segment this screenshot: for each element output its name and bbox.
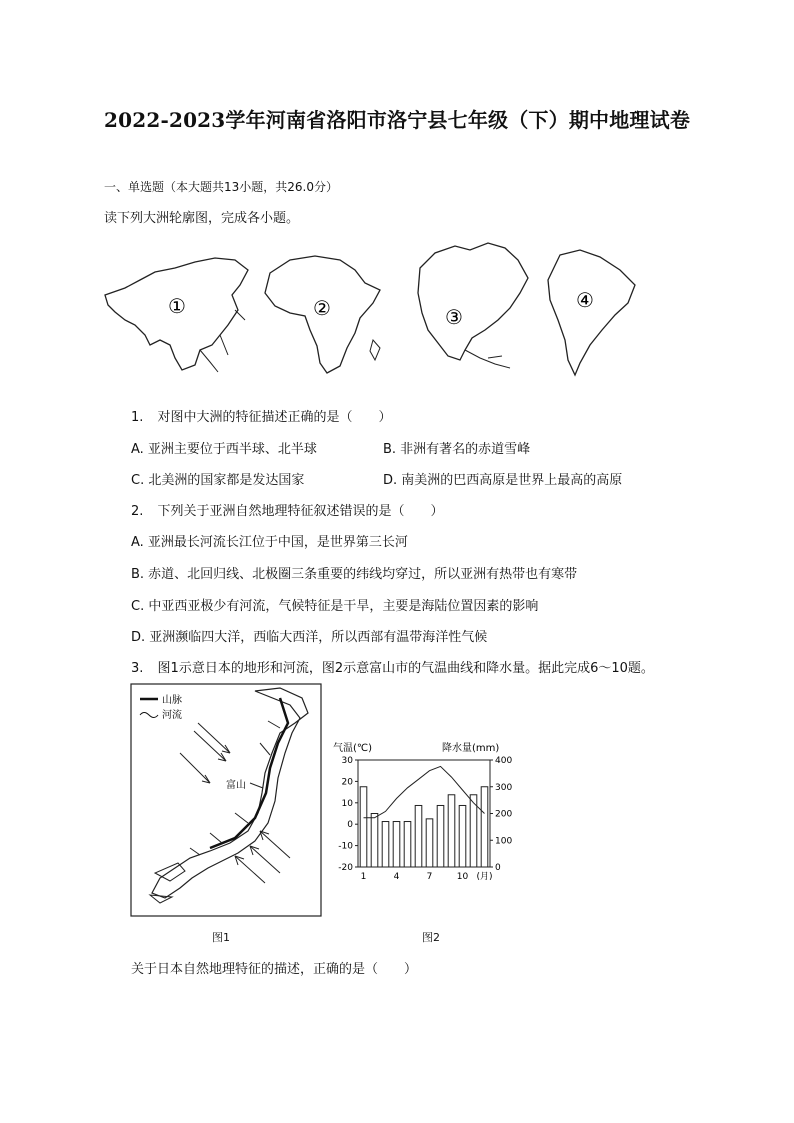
x-tick-label: 10 — [456, 872, 469, 882]
question-1-number: 1. — [131, 410, 144, 425]
question-2 — [131, 500, 444, 519]
figure-2-climate-chart — [330, 738, 530, 888]
question-2-stem: 下列关于亚洲自然地理特征叙述错误的是（ ） — [157, 504, 444, 519]
precip-bar — [371, 814, 378, 868]
q2-option-b: B. 赤道、北回归线、北极圈三条重要的纬线均穿过，所以亚洲有热带也有寒带 — [131, 567, 578, 582]
figure-1-frame — [131, 684, 321, 916]
question-3 — [131, 657, 654, 676]
page-title: 2022-2023学年河南省洛阳市洛宁县七年级（下）期中地理试卷 — [103, 108, 691, 132]
question-3-stem: 图1示意日本的地形和河流，图2示意富山市的气温曲线和降水量。据此完成6～10题。 — [157, 661, 654, 676]
question-3-number: 3. — [131, 661, 144, 676]
q2-option-a: A. 亚洲最长河流长江位于中国，是世界第三长河 — [131, 535, 408, 550]
continent-label-3: ③ — [445, 305, 463, 329]
question-2-number: 2. — [131, 504, 144, 519]
x-tick-label: 4 — [393, 872, 400, 882]
q1-option-d: D. 南美洲的巴西高原是世界上最高的高原 — [383, 473, 623, 488]
right-tick-label: 200 — [495, 809, 513, 820]
x-tick-label: 7 — [426, 872, 433, 882]
legend-mountain-label: 山脉 — [162, 695, 182, 706]
left-tick-label: 0 — [347, 820, 353, 831]
question-1-stem: 对图中大洲的特征描述正确的是（ ） — [157, 410, 392, 425]
left-tick-label: 20 — [341, 777, 353, 788]
figure-1-japan-map — [130, 683, 322, 918]
q2-option-c: C. 中亚西亚极少有河流，气候特征是干旱，主要是海陆位置因素的影响 — [131, 599, 539, 614]
q2-option-d: D. 亚洲濒临四大洋，西临大西洋，所以西部有温带海洋性气候 — [131, 630, 488, 645]
north-america-map — [410, 238, 535, 378]
q1-option-c: C. 北美洲的国家都是发达国家 — [131, 473, 305, 488]
intro-text: 读下列大洲轮廓图，完成各小题。 — [104, 211, 300, 226]
precip-bar — [481, 787, 488, 867]
q1-option-b: B. 非洲有著名的赤道雪峰 — [383, 442, 531, 457]
continent-label-4: ④ — [576, 288, 594, 312]
left-tick-label: 10 — [341, 798, 353, 809]
precip-bar — [459, 805, 466, 867]
left-tick-label: 30 — [341, 756, 353, 766]
city-toyama-label: 富山 — [226, 780, 246, 791]
asia-map — [100, 240, 250, 380]
q1-option-a: A. 亚洲主要位于西半球、北半球 — [131, 442, 317, 457]
x-tick-label: 1 — [360, 872, 367, 882]
precip-bar — [360, 787, 367, 867]
left-tick-label: -10 — [338, 841, 353, 852]
continent-label-1: ① — [168, 294, 186, 318]
right-tick-label: 0 — [495, 863, 501, 873]
temperature-curve — [364, 766, 485, 817]
left-tick-label: -20 — [338, 863, 353, 873]
precip-bar — [426, 819, 433, 867]
right-tick-label: 100 — [495, 836, 513, 847]
figure-2-caption: 图2 — [422, 931, 440, 944]
continent-label-2: ② — [313, 296, 331, 320]
x-tick-label: (月) — [476, 872, 493, 882]
precip-bar — [404, 822, 411, 867]
south-america-map — [540, 245, 640, 380]
precip-bar — [382, 822, 389, 867]
precip-bar — [393, 822, 400, 867]
precip-bar — [415, 805, 422, 867]
question-3-follow: 关于日本自然地理特征的描述，正确的是（ ） — [131, 962, 418, 977]
left-axis-title: 气温(℃) — [333, 743, 373, 754]
question-1 — [131, 406, 392, 425]
precip-bar — [448, 795, 455, 867]
section-heading: 一、单选题（本大题共13小题，共26.0分） — [104, 180, 338, 194]
precip-bar — [437, 805, 444, 867]
mountain-range — [210, 698, 288, 848]
right-tick-label: 300 — [495, 782, 513, 793]
right-tick-label: 400 — [495, 756, 513, 766]
monsoon-arrows — [180, 723, 290, 883]
figure-1-caption: 图1 — [212, 931, 230, 944]
legend-river-symbol — [140, 713, 158, 718]
africa-map — [255, 248, 390, 378]
legend-river-label: 河流 — [162, 710, 182, 721]
right-axis-title: 降水量(mm) — [442, 743, 500, 754]
